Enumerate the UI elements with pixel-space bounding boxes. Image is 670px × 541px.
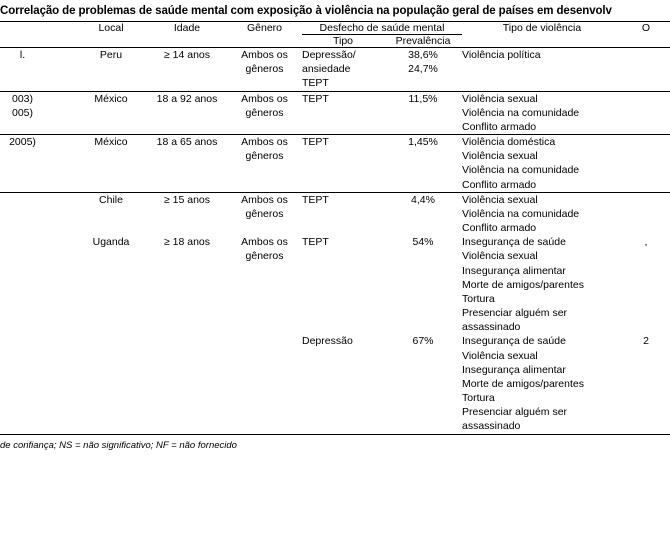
cell-tipo [302, 91, 384, 135]
genero-line: gêneros [245, 207, 284, 220]
tipo-line: TEPT [302, 77, 329, 90]
tipo-line: TEPT [302, 193, 329, 206]
genero-line: gêneros [245, 150, 284, 163]
prevalencia-line: 38,6% [408, 49, 438, 61]
violencia-line: Conflito armado [462, 222, 537, 235]
cell-tipo [302, 334, 384, 433]
cell-prevalencia [384, 91, 462, 135]
cell-genero [227, 235, 302, 334]
violencia-line: Morte de amigos/parentes [462, 377, 584, 390]
cell-idade: ≥ 15 anos [147, 192, 227, 235]
violencia-line: Violência na comunidade [462, 164, 580, 177]
cell-last [622, 91, 670, 135]
header-local: Local [98, 22, 124, 34]
header-spacer-6 [622, 35, 670, 48]
violencia-line: Morte de amigos/parentes [462, 278, 584, 291]
header-spacer-4 [227, 35, 302, 48]
table-caption: Correlação de problemas de saúde mental com exposição à violência na população geral de países em desenvolv [0, 5, 612, 17]
cell-last [622, 192, 670, 235]
cell-violencia [462, 334, 622, 433]
violencia-line: Violência sexual [462, 349, 538, 362]
cell-genero [227, 91, 302, 135]
genero-line: Ambos os [241, 49, 288, 61]
study-line: 005) [11, 106, 33, 119]
violencia-line: Violência na comunidade [462, 106, 580, 119]
prevalencia-line: 11,5% [408, 92, 438, 105]
violencia-line: assassinado [462, 420, 521, 433]
table-row [0, 235, 670, 334]
cell-study [0, 91, 75, 135]
cell-genero [227, 334, 302, 433]
violencia-line: Violência política [462, 49, 541, 61]
table-header-sub-row [0, 35, 670, 48]
cell-violencia [462, 235, 622, 334]
cell-genero [227, 192, 302, 235]
prevalencia-line: 1,45% [408, 136, 438, 149]
cell-study [0, 192, 75, 235]
violencia-line: Violência sexual [462, 193, 538, 206]
violencia-line: Presenciar alguém ser [462, 406, 568, 419]
cell-tipo [302, 192, 384, 235]
prevalencia-line: 24,7% [408, 63, 438, 76]
violencia-line: Insegurança de saúde [462, 236, 566, 249]
header-last: O [641, 22, 651, 34]
header-prevalencia: Prevalência [395, 35, 451, 47]
cell-last [622, 135, 670, 193]
cell-study [0, 334, 75, 433]
cell-violencia [462, 192, 622, 235]
violencia-line: Violência doméstica [462, 136, 556, 149]
tipo-line: ansiedade [302, 63, 351, 76]
study-line: 2005) [9, 136, 36, 149]
violencia-line: Insegurança alimentar [462, 363, 566, 376]
header-idade: Idade [173, 22, 201, 34]
cell-local: Peru [99, 49, 123, 61]
cell-tipo [302, 235, 384, 334]
violencia-line: Tortura [462, 392, 495, 405]
cell-prevalencia [384, 192, 462, 235]
cell-tipo [302, 135, 384, 193]
genero-line: Ambos os [241, 193, 288, 206]
violencia-line: Conflito armado [462, 120, 537, 133]
violencia-line: Violência sexual [462, 150, 538, 163]
tipo-line: Depressão/ [302, 49, 356, 61]
header-spacer-1 [0, 35, 75, 48]
cell-genero [227, 48, 302, 91]
cell-prevalencia [384, 235, 462, 334]
cell-idade: ≥ 18 anos [163, 236, 211, 249]
table-row [0, 192, 670, 235]
prevalencia-line: 54% [412, 236, 434, 249]
data-table [0, 21, 670, 434]
cell-local [75, 334, 147, 433]
cell-study [0, 235, 75, 334]
violencia-line: Tortura [462, 292, 495, 305]
table-row [0, 91, 670, 135]
prevalencia-line: 67% [412, 335, 434, 348]
cell-idade: 18 a 65 anos [147, 135, 227, 193]
table-row [0, 334, 670, 433]
violencia-line: Violência sexual [462, 250, 538, 263]
cell-last: 2 [643, 335, 649, 348]
violencia-line: Insegurança de saúde [462, 335, 566, 348]
table-row [0, 135, 670, 193]
header-spacer-3 [147, 35, 227, 48]
cell-idade: 18 a 92 anos [147, 91, 227, 135]
header-study [0, 22, 75, 35]
cell-violencia [462, 135, 622, 193]
table-footnote: de confiança; NS = não significativo; NF = não fornecido [0, 439, 237, 451]
cell-violencia [462, 91, 622, 135]
violencia-line: Presenciar alguém ser [462, 307, 568, 320]
cell-prevalencia [384, 48, 462, 91]
tipo-line: TEPT [302, 136, 329, 149]
header-spacer-2 [75, 35, 147, 48]
cell-local: México [75, 91, 147, 135]
genero-line: gêneros [245, 106, 284, 119]
violencia-line: assassinado [462, 321, 521, 334]
table-header-group-row [0, 22, 670, 35]
cell-last: , [644, 236, 648, 249]
genero-line: gêneros [245, 250, 284, 263]
cell-local: Uganda [92, 236, 130, 249]
cell-study [0, 135, 75, 193]
genero-line: Ambos os [241, 236, 288, 249]
header-tipo-violencia: Tipo de violência [502, 22, 582, 34]
cell-study: l. [19, 49, 26, 61]
cell-genero [227, 135, 302, 193]
cell-prevalencia [384, 135, 462, 193]
tipo-line: TEPT [302, 236, 329, 249]
study-line: 003) [11, 92, 33, 105]
header-desfecho-group: Desfecho de saúde mental [302, 22, 462, 35]
genero-line: Ambos os [241, 92, 288, 105]
violencia-line: Violência sexual [462, 92, 538, 105]
cell-tipo [302, 48, 384, 91]
cell-last [622, 48, 670, 91]
cell-local: Chile [75, 192, 147, 235]
tipo-line: Depressão [302, 335, 353, 348]
header-spacer-5 [462, 35, 622, 48]
cell-local: México [75, 135, 147, 193]
prevalencia-line: 4,4% [411, 193, 435, 206]
table-row [0, 48, 670, 91]
genero-line: Ambos os [241, 136, 288, 149]
header-tipo: Tipo [332, 35, 354, 47]
header-genero: Gênero [246, 22, 283, 34]
cell-violencia [462, 48, 622, 91]
tipo-line: TEPT [302, 92, 329, 105]
violencia-line: Conflito armado [462, 178, 537, 191]
cell-idade [147, 334, 227, 433]
violencia-line: Insegurança alimentar [462, 264, 566, 277]
violencia-line: Violência na comunidade [462, 207, 580, 220]
cell-prevalencia [384, 334, 462, 433]
genero-line: gêneros [245, 63, 284, 76]
cell-idade: ≥ 14 anos [163, 49, 211, 61]
